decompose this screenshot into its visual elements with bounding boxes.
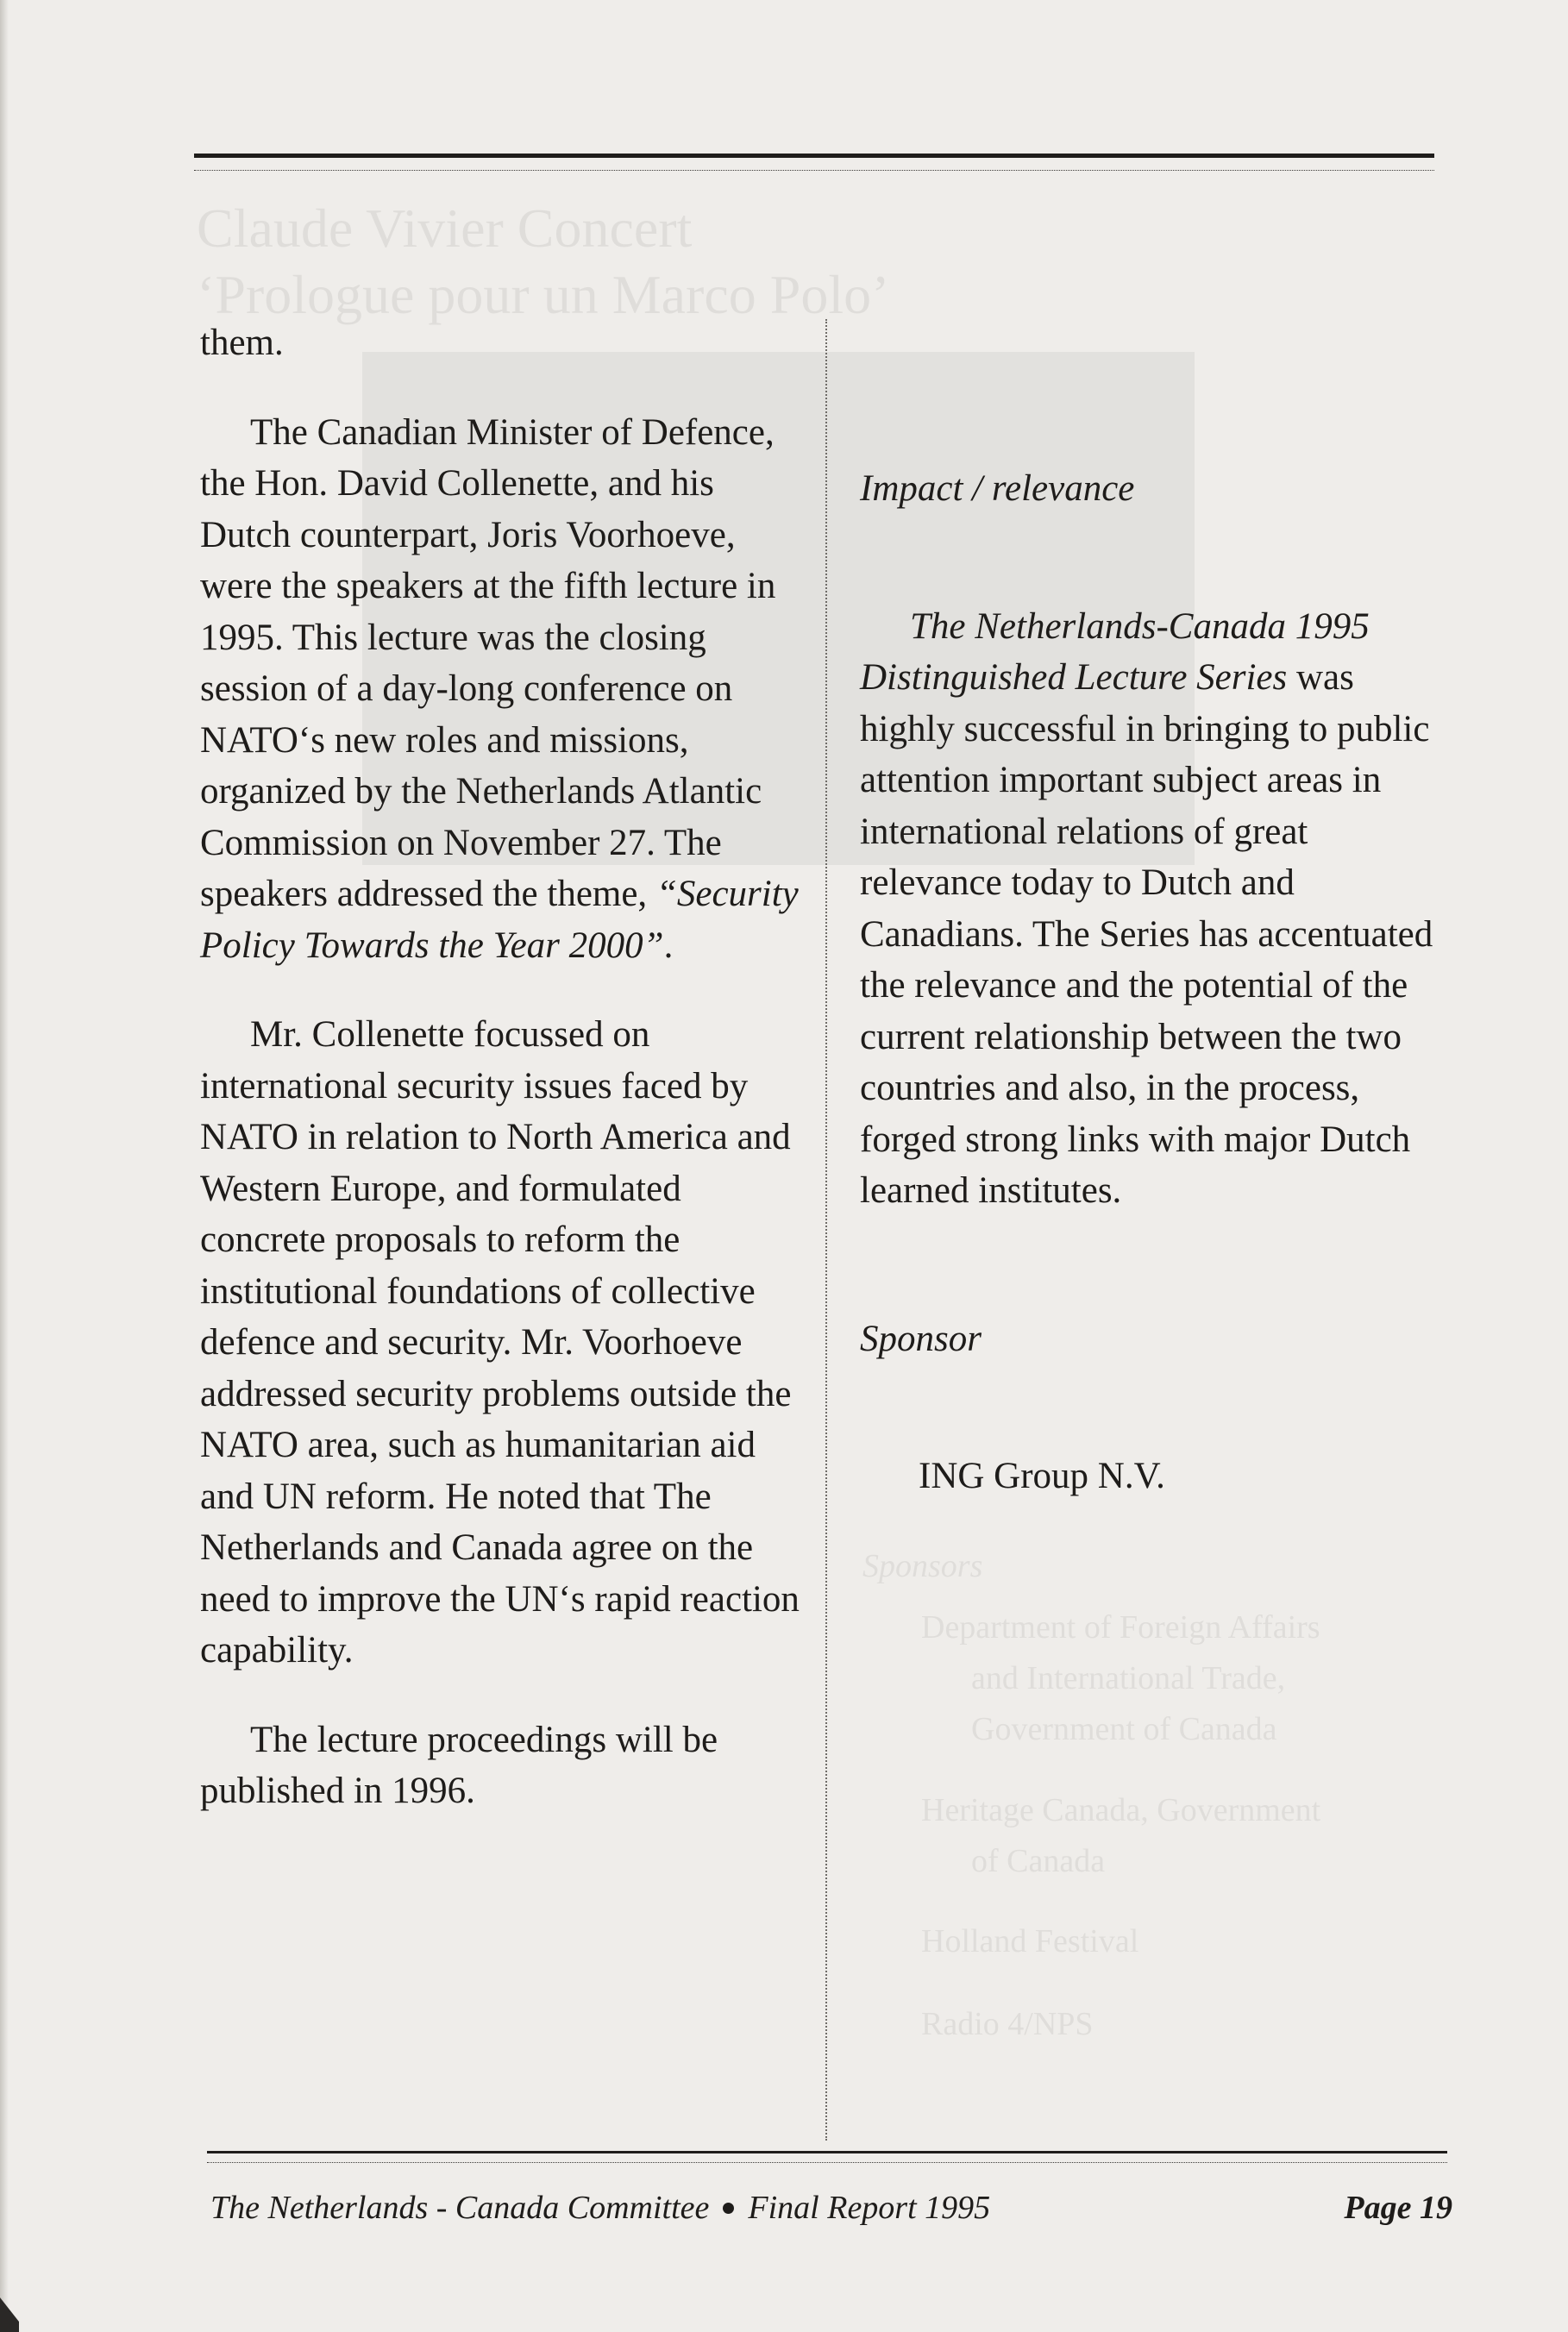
paragraph-collenette: Mr. Collenette focussed on international security issues faced by NATO in relation to North America and Western Europe, and formulated concrete proposals to reform the institutional foundations of collective defence and security. Mr. Voorhoeve addressed security problems outside the NATO area, such as humanitarian aid and UN reform. He noted that The Netherlands and Canada agree on the need to improve the UN‘s rapid reaction capability. (200, 1014, 800, 1671)
bleed-through-sponsor-2a: Heritage Canada, Government (921, 1792, 1321, 1828)
page-footer (210, 2182, 1452, 2234)
page-edge-shadow (0, 0, 9, 2332)
footer-bullet-icon (723, 2203, 734, 2214)
bleed-through-sponsor-4: Radio 4/NPS (921, 2006, 1094, 2042)
bleed-through-sponsor-1c: Government of Canada (971, 1711, 1277, 1747)
paragraph-proceedings: The lecture proceedings will be published in 1996. (200, 1719, 718, 1811)
footer-title (210, 2182, 990, 2234)
paragraph-ministers (200, 407, 804, 972)
bleed-through-title-1: Claude Vivier Concert (197, 197, 693, 259)
series-name: The Netherlands-Canada 1995 Distinguished Lecture Series (860, 605, 1370, 698)
header-rule (194, 154, 1434, 171)
bleed-through-title-2: ‘Prologue pour un Marco Polo’ (197, 264, 890, 325)
right-column (860, 463, 1455, 1502)
bleed-through-sponsor-3: Holland Festival (921, 1923, 1139, 1959)
paragraph-continuation: them. (200, 323, 284, 363)
page-corner-mark (0, 2298, 19, 2332)
impact-text: was highly successful in bringing to public attention important subject areas in international relations of great relevance today to Dutch and Canadians. The Series has accentuated the relevance and the potential of the current relationship between the two countries and also, in the process, forged strong links with major Dutch learned institutes. (860, 657, 1433, 1211)
bleed-through-sponsor-2b: of Canada (971, 1843, 1106, 1879)
impact-paragraph (860, 601, 1455, 1217)
page-number: Page 19 (1344, 2190, 1452, 2226)
bleed-through-sponsor-1b: and International Trade, (971, 1660, 1286, 1696)
footer-rule (207, 2151, 1447, 2163)
column-divider (825, 319, 827, 2141)
lecture-theme: “Security Policy Towards the Year 2000” (200, 874, 799, 966)
left-column (200, 317, 804, 1817)
bleed-through-sponsor-1a: Department of Foreign Affairs (921, 1609, 1320, 1646)
sponsor-name: ING Group N.V. (919, 1456, 1165, 1496)
impact-heading: Impact / relevance (860, 468, 1135, 509)
footer-committee: The Netherlands - Canada Committee (210, 2190, 710, 2226)
bleed-through-sponsors-heading: Sponsors (862, 1548, 983, 1584)
paragraph-ministers-text: The Canadian Minister of Defence, the Hon. David Collenette, and his Dutch counterpart, Joris Voorhoeve, were the speakers at the fifth lecture in 1995. This lecture was the closing session of a day-long conference on NATO‘s new roles and missions, organized by the Netherlands Atlantic Commission on November 27. The speakers addressed the theme, (200, 411, 776, 914)
sponsor-heading: Sponsor (860, 1318, 982, 1359)
paragraph-ministers-end: . (663, 925, 674, 966)
footer-report: Final Report 1995 (748, 2190, 991, 2226)
